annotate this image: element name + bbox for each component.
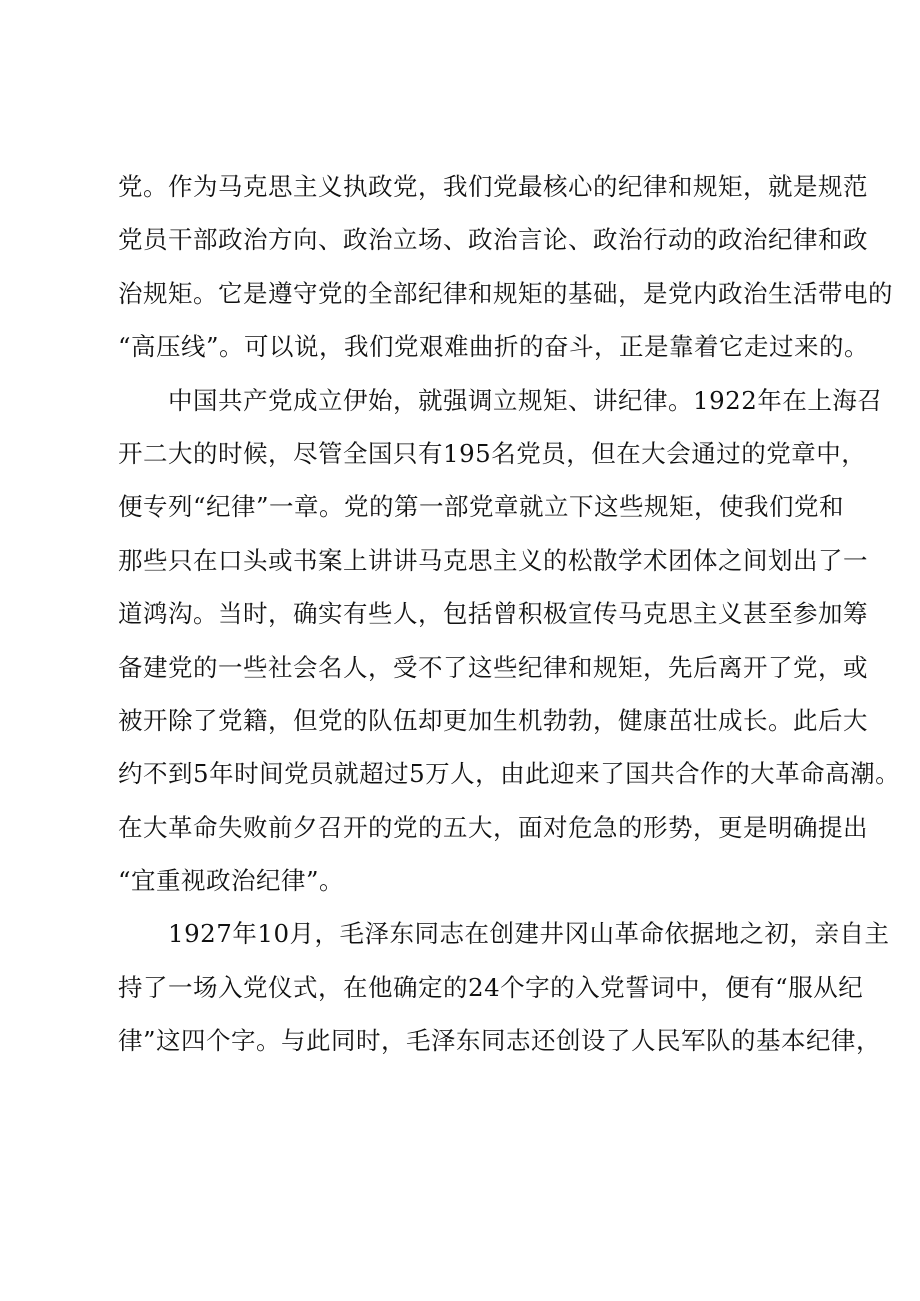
body-text xyxy=(118,160,901,1068)
text-line: 备建党的一些社会名人，受不了这些纪律和规矩，先后离开了党，或 xyxy=(118,652,868,682)
paragraph-start-line: 中国共产党成立伊始，就强调立规矩、讲纪律。1922年在上海召 xyxy=(168,385,883,415)
paragraph-end-line: “宜重视政治纪律”。 xyxy=(118,866,345,896)
text-line: 开二大的时候，尽管全国只有195名党员，但在大会通过的党章中， xyxy=(118,438,867,468)
text-line: 治规矩。它是遵守党的全部纪律和规矩的基础，是党内政治生活带电的 xyxy=(118,278,893,308)
text-line: 党。作为马克思主义执政党，我们党最核心的纪律和规矩，就是规范 xyxy=(118,172,868,201)
text-line: 在大革命失败前夕召开的党的五大，面对危急的形势，更是明确提出 xyxy=(118,812,868,842)
text-line: 道鸿沟。当时，确实有些人，包括曾积极宣传马克思主义甚至参加筹 xyxy=(118,599,868,629)
text-line: 约不到5年时间党员就超过5万人，由此迎来了国共合作的大革命高潮。 xyxy=(118,759,901,789)
paragraph-start-line: 1927年10月，毛泽东同志在创建井冈山革命依据地之初，亲自主 xyxy=(168,919,890,949)
text-line: 持了一场入党仪式，在他确定的24个字的入党誓词中，便有“服从纪 xyxy=(118,972,864,1002)
text-line: 那些只在口头或书案上讲讲马克思主义的松散学术团体之间划出了一 xyxy=(118,545,868,575)
text-line: 党员干部政治方向、政治立场、政治言论、政治行动的政治纪律和政 xyxy=(118,225,868,255)
text-line: 律”这四个字。与此同时，毛泽东同志还创设了人民军队的基本纪律， xyxy=(118,1026,882,1056)
text-line: “高压线”。可以说，我们党艰难曲折的奋斗，正是靠着它走过来的。 xyxy=(118,332,870,362)
text-line: 便专列“纪律”一章。党的第一部党章就立下这些规矩，使我们党和 xyxy=(118,492,845,522)
text-line: 被开除了党籍，但党的队伍却更加生机勃勃，健康茁壮成长。此后大 xyxy=(118,705,868,735)
